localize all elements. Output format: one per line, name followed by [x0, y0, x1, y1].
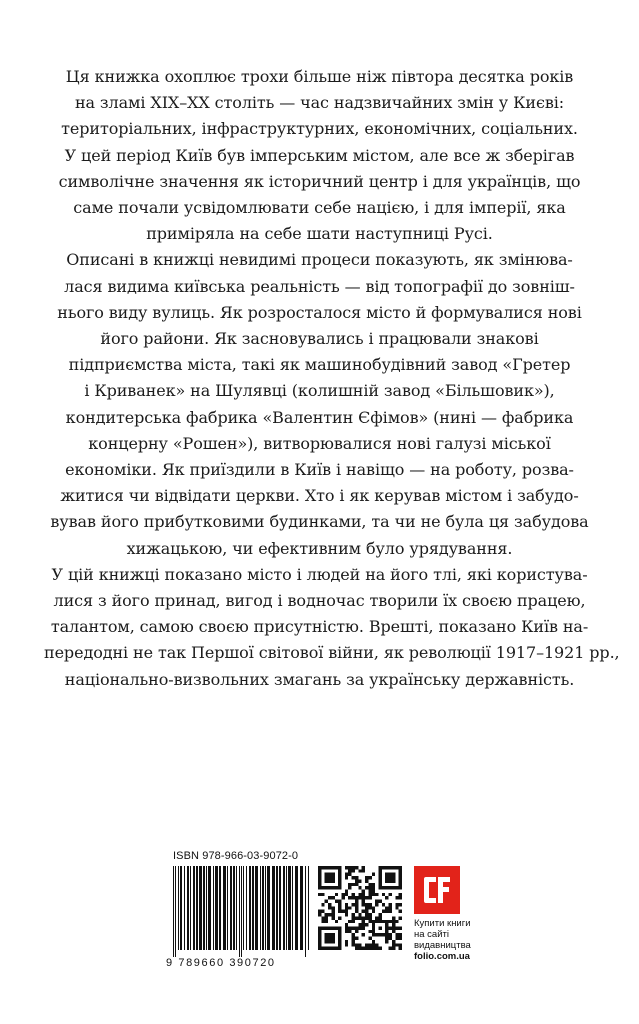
text-line: У цій книжці показано місто і людей на його тлі, які користува-	[51, 564, 588, 584]
text-line: лася видима київська реальність — від топографії до зовніш-	[64, 276, 575, 296]
text-line: підприємства міста, такі як машинобудівний завод «Гретер	[68, 355, 571, 375]
publisher-line: на сайті	[414, 929, 449, 940]
qr-code[interactable]	[318, 866, 402, 950]
text-line: символічне значення як історичний центр і для українців, що	[58, 171, 581, 191]
text-line: територіальних, інфраструктурних, економічних, соціальних.	[61, 119, 578, 139]
isbn-barcode	[173, 866, 309, 957]
publisher-block	[414, 866, 471, 962]
text-line: лися з його принад, вигод і водночас творили їх своєю працею,	[53, 591, 586, 611]
text-line: економіки. Як приїздили в Київ і навіщо — на роботу, розва-	[65, 460, 574, 480]
text-line: і Криванек» на Шулявці (колишній завод «Більшовик»),	[84, 381, 555, 401]
text-line: Ця книжка охоплює трохи більше ніж півтора десятка років	[65, 67, 574, 86]
back-cover-description	[44, 64, 620, 693]
publisher-site-link[interactable]: folio.com.ua	[414, 951, 470, 962]
barcode-digits: 9 789660 390720	[166, 957, 276, 969]
publisher-logo	[414, 866, 460, 914]
text-line: передодні не так Першої світової війни, як революції 1917–1921 рр.,	[44, 643, 620, 663]
text-line: національно-визвольних змагань за українську державність.	[64, 669, 575, 689]
text-line: приміряла на себе шати наступниці Русі.	[146, 224, 493, 244]
text-line: Описані в книжці невидимі процеси показують, як змінюва-	[66, 250, 573, 270]
publisher-line: Купити книги	[414, 918, 471, 929]
publisher-line: видавництва	[414, 940, 471, 951]
text-line: житися чи відвідати церкви. Хто і як керував містом і забудо-	[60, 486, 579, 506]
text-line: його райони. Як засновувались і працювали знакові	[100, 329, 539, 349]
publisher-text	[414, 918, 471, 962]
text-line: вував його прибутковими будинками, та чи не була ця забудова	[50, 512, 589, 532]
text-line: саме почали усвідомлювати себе нацією, і для імперії, яка	[73, 198, 566, 218]
text-line: на зламі XIX–XX століть — час надзвичайних змін у Києві:	[74, 93, 565, 113]
text-line: талантом, самою своєю присутністю. Врешті, показано Київ на-	[50, 617, 589, 637]
text-line: концерну «Рошен»), витворювалися нові галузі міської	[88, 433, 551, 453]
isbn-label: ISBN 978-966-03-9072-0	[173, 850, 299, 862]
text-line: кондитерська фабрика «Валентин Єфімов» (нині — фабрика	[65, 407, 574, 427]
cf-logo-icon	[422, 875, 452, 905]
text-line: У цей період Київ був імперським містом, але все ж зберігав	[64, 145, 575, 165]
text-line: нього виду вулиць. Як розросталося місто й формувалися нові	[57, 302, 582, 322]
text-line: хижацькою, чи ефективним було урядування.	[126, 538, 513, 558]
